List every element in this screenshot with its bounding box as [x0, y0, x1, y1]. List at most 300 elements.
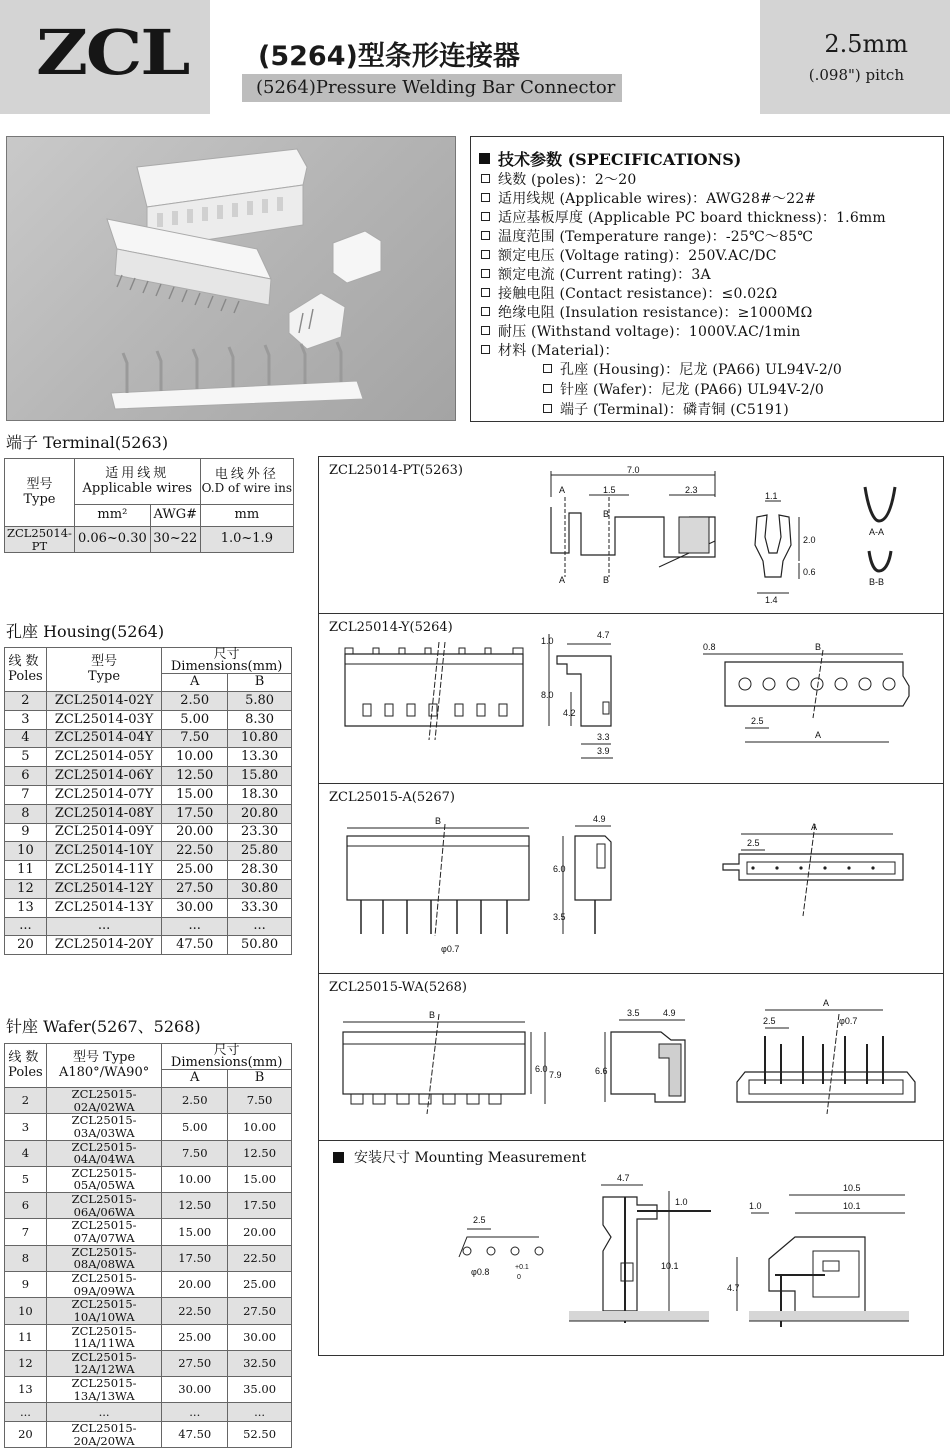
terminal-section-title: 端子 Terminal(5263) [6, 433, 169, 452]
table-row [5, 917, 292, 936]
header-cell: A [162, 674, 228, 692]
table-cell: 25.80 [228, 842, 292, 861]
table-cell: 52.50 [228, 1422, 292, 1448]
table-cell: 10 [5, 842, 47, 861]
brand-logo: ZCL [36, 16, 189, 89]
table-cell: 12.50 [162, 767, 228, 786]
table-cell: ZCL25014-06Y [46, 767, 161, 786]
table-cell: 4 [5, 729, 47, 748]
checkbox-icon [543, 384, 552, 393]
table-cell: 10.00 [228, 1114, 292, 1140]
checkbox-icon [481, 193, 490, 202]
table-cell: ZCL25014-08Y [46, 804, 161, 823]
section-marker: B [603, 509, 610, 519]
page-title: (5264)型条形连接器 [258, 41, 520, 72]
header-cell [162, 1044, 292, 1070]
checkbox-icon [481, 307, 490, 316]
specifications-title [479, 147, 741, 170]
table-cell: 47.50 [162, 1422, 228, 1448]
table-cell: ... [5, 917, 47, 936]
table-cell: 20 [5, 1422, 47, 1448]
material-item [543, 359, 842, 379]
table-row [5, 1245, 292, 1271]
table-cell: 4 [5, 1140, 47, 1166]
spec-item [481, 169, 636, 189]
checkbox-icon [481, 288, 490, 297]
table-cell: 5 [5, 1166, 47, 1192]
table-cell: 18.30 [228, 785, 292, 804]
mounting-title-text: 安装尺寸 Mounting Measurement [354, 1150, 587, 1166]
section-label: A-A [869, 527, 885, 537]
table-cell: 8 [5, 804, 47, 823]
material-item [543, 399, 789, 419]
header-text: Poles [8, 668, 43, 684]
checkbox-icon [543, 364, 552, 373]
table-cell: ZCL25014-12Y [46, 879, 161, 898]
table-cell: 10.80 [228, 729, 292, 748]
header-text: 尺寸 [213, 646, 240, 662]
table-cell: 12.50 [228, 1140, 292, 1166]
spec-item [481, 207, 886, 227]
table-cell: ZCL25014-13Y [46, 898, 161, 917]
spec-text: 针座 (Wafer)：尼龙 (PA66) UL94V-2/0 [560, 382, 824, 398]
spec-text: 端子 (Terminal)：磷青铜 (C5191) [560, 402, 789, 418]
table-row [5, 1350, 292, 1376]
table-cell: 30.00 [228, 1324, 292, 1350]
table-cell: 5 [5, 748, 47, 767]
dim-label: 4.9 [663, 1008, 676, 1018]
header-text: O.D of wire ins [201, 481, 293, 496]
dim-label: 2.5 [763, 1016, 776, 1026]
mounting-drawing [319, 1141, 943, 1355]
table-cell: 25.00 [162, 861, 228, 880]
table-row [5, 692, 292, 711]
table-cell: ... [46, 1403, 161, 1422]
square-bullet-icon [479, 153, 490, 164]
table-cell: 22.50 [162, 842, 228, 861]
dim-label: 10.1 [843, 1201, 861, 1211]
header-cell: AWG# [150, 505, 200, 527]
table-cell: 8.30 [228, 710, 292, 729]
table-cell: 28.30 [228, 861, 292, 880]
table-cell: 25.00 [228, 1271, 292, 1297]
table-row [5, 936, 292, 955]
housing-table [4, 647, 292, 955]
table-cell: 7 [5, 785, 47, 804]
table-cell: ZCL25015-08A/08WA [46, 1245, 161, 1271]
product-photo [6, 136, 456, 421]
dim-label: 6.0 [553, 864, 566, 874]
spec-item [481, 226, 813, 246]
table-row [5, 1298, 292, 1324]
table-cell: ZCL25015-09A/09WA [46, 1271, 161, 1297]
table-cell: 10 [5, 1298, 47, 1324]
dim-label: 7.9 [549, 1070, 562, 1080]
dim-label: 2.3 [685, 485, 698, 495]
dim-label: φ0.7 [441, 944, 460, 954]
table-row [5, 823, 292, 842]
table-row [5, 785, 292, 804]
checkbox-icon [481, 212, 490, 221]
header-text: 型号 [91, 654, 118, 670]
wafer-wa-drawing [319, 974, 943, 1141]
table-row [5, 1271, 292, 1297]
table-cell: ... [162, 1403, 228, 1422]
table-cell: ZCL25015-13A/13WA [46, 1377, 161, 1403]
dim-marker: A [815, 730, 822, 740]
table-cell: 7.50 [228, 1088, 292, 1114]
table-cell: 32.50 [228, 1350, 292, 1376]
housing-table-body [5, 692, 292, 955]
header-text: 型号 [26, 477, 53, 493]
table-cell: 5.00 [162, 710, 228, 729]
table-cell: 10.00 [162, 1166, 228, 1192]
dim-marker: A [811, 822, 818, 832]
table-cell: 15.00 [162, 785, 228, 804]
dim-label: 0.6 [803, 567, 816, 577]
dim-label: 4.7 [597, 630, 610, 640]
table-cell: 27.50 [228, 1298, 292, 1324]
header-cell: A [162, 1070, 228, 1088]
dim-label: 8.0 [541, 690, 554, 700]
table-cell: 30.00 [162, 898, 228, 917]
table-row [5, 898, 292, 917]
table-cell: 9 [5, 823, 47, 842]
table-cell: 2.50 [162, 1088, 228, 1114]
dim-label: 3.3 [597, 732, 610, 742]
section-marker: A [559, 575, 566, 585]
table-cell: 13 [5, 1377, 47, 1403]
table-cell: ZCL25014-07Y [46, 785, 161, 804]
table-cell: 50.80 [228, 936, 292, 955]
spec-text: 孔座 (Housing)：尼龙 (PA66) UL94V-2/0 [560, 362, 842, 378]
dim-label: 0.8 [703, 642, 716, 652]
table-cell: 12 [5, 1350, 47, 1376]
header-text: 电线外径 [214, 466, 279, 482]
table-row [5, 804, 292, 823]
table-cell: ZCL25014-11Y [46, 861, 161, 880]
header-text: 型号 Type [73, 1050, 136, 1066]
table-cell: ZCL25014-10Y [46, 842, 161, 861]
dim-label: 7.0 [627, 465, 640, 475]
table-row [5, 1193, 292, 1219]
table-cell: 27.50 [162, 879, 228, 898]
header-text: 适用线规 [105, 466, 170, 482]
dim-label: 10.5 [843, 1183, 861, 1193]
specifications-title-text: 技术参数 (SPECIFICATIONS) [498, 150, 742, 169]
table-cell: ... [228, 917, 292, 936]
dim-label: 1.0 [675, 1197, 688, 1207]
spec-text: 接触电阻 (Contact resistance)：≤0.02Ω [498, 286, 778, 302]
dim-label: +0.1 [515, 1264, 529, 1271]
table-cell: 22.50 [162, 1298, 228, 1324]
table-cell: 47.50 [162, 936, 228, 955]
table-cell: ... [46, 917, 161, 936]
dim-label: 6.6 [595, 1066, 608, 1076]
dim-marker: B [429, 1010, 436, 1020]
specifications-box [470, 136, 944, 422]
product-photo-illustration [7, 137, 457, 422]
wafer-section-title: 针座 Wafer(5267、5268) [6, 1017, 201, 1036]
dim-label: 3.9 [597, 746, 610, 756]
page-subtitle: (5264)Pressure Welding Bar Connector [256, 77, 616, 98]
table-cell: ZCL25015-20A/20WA [46, 1422, 161, 1448]
header-cell [5, 648, 47, 692]
header-cell [74, 459, 200, 505]
header-cell: B [228, 1070, 292, 1088]
spec-item [481, 340, 619, 360]
terminal-drawing [319, 457, 943, 614]
table-cell: 23.30 [228, 823, 292, 842]
spec-text: 线数 (poles)：2～20 [498, 172, 637, 188]
table-row [5, 1140, 292, 1166]
header-cell: B [228, 674, 292, 692]
drawing-mount [319, 1141, 943, 1355]
dim-label: φ0.8 [471, 1267, 490, 1277]
table-cell: 17.50 [162, 1245, 228, 1271]
table-cell: 12.50 [162, 1193, 228, 1219]
table-cell: 1.0~1.9 [200, 527, 293, 553]
table-row [5, 1166, 292, 1192]
table-cell: 5.00 [162, 1114, 228, 1140]
drawing-pt [319, 457, 943, 614]
dim-label: 1.0 [541, 636, 554, 646]
checkbox-icon [481, 250, 490, 259]
table-cell: ZCL25014-20Y [46, 936, 161, 955]
dim-marker: B [815, 642, 822, 652]
header-cell: mm [200, 505, 293, 527]
table-row [5, 1219, 292, 1245]
table-row [5, 879, 292, 898]
drawing-a [319, 784, 943, 974]
table-cell: ZCL25014-PT [5, 527, 75, 553]
checkbox-icon [481, 269, 490, 278]
table-row [5, 1403, 292, 1422]
table-row [5, 1114, 292, 1140]
header-text: Applicable wires [82, 480, 193, 496]
spec-text: 额定电压 (Voltage rating)：250V.AC/DC [498, 248, 777, 264]
housing-drawing [319, 614, 943, 784]
dim-label: 4.2 [563, 708, 576, 718]
spec-text: 适应基板厚度 (Applicable PC board thickness)：1.6mm [498, 210, 886, 226]
spec-item [481, 321, 800, 341]
header-cell [200, 459, 293, 505]
table-cell: 0.06~0.30 [74, 527, 150, 553]
terminal-table [4, 458, 294, 553]
spec-text: 适用线规 (Applicable wires)：AWG28#～22# [498, 191, 817, 207]
table-cell: 25.00 [162, 1324, 228, 1350]
checkbox-icon [481, 345, 490, 354]
table-cell: 2.50 [162, 692, 228, 711]
spec-item [481, 283, 777, 303]
checkbox-icon [543, 404, 552, 413]
table-cell: 11 [5, 861, 47, 880]
header-text: Type [23, 491, 56, 507]
spec-item [481, 245, 777, 265]
table-row [5, 748, 292, 767]
spec-text: 耐压 (Withstand voltage)：1000V.AC/1min [498, 324, 801, 340]
table-cell: 35.00 [228, 1377, 292, 1403]
pitch-inch-value: (.098") pitch [808, 66, 904, 84]
drawing-label: ZCL25014-Y(5264) [329, 620, 453, 635]
header-cell [46, 648, 161, 692]
spec-text: 绝缘电阻 (Insulation resistance)：≥1000MΩ [498, 305, 813, 321]
table-row [5, 710, 292, 729]
dim-label: 2.5 [747, 838, 760, 848]
dim-label: 3.5 [627, 1008, 640, 1018]
table-cell: ZCL25015-07A/07WA [46, 1219, 161, 1245]
table-cell: 9 [5, 1271, 47, 1297]
table-cell: 6 [5, 767, 47, 786]
table-cell: 2 [5, 1088, 47, 1114]
drawing-label: ZCL25015-A(5267) [329, 790, 455, 805]
header-text: A180°/WA90° [58, 1064, 150, 1080]
table-cell: 10.00 [162, 748, 228, 767]
dim-marker: A [823, 998, 830, 1008]
dim-label: 4.7 [617, 1173, 630, 1183]
table-cell: ZCL25015-05A/05WA [46, 1166, 161, 1192]
table-cell: ZCL25014-03Y [46, 710, 161, 729]
table-row [5, 1324, 292, 1350]
pitch-value: 2.5mm [824, 30, 908, 58]
table-cell: 20.00 [228, 1219, 292, 1245]
logo-panel [0, 0, 210, 114]
title-panel [210, 0, 760, 114]
dim-label: φ0.7 [839, 1016, 858, 1026]
dim-label: 0 [517, 1274, 521, 1281]
header-text: Dimensions(mm) [170, 658, 283, 674]
table-cell: 3 [5, 1114, 47, 1140]
checkbox-icon [481, 174, 490, 183]
checkbox-icon [481, 326, 490, 335]
table-cell: ZCL25015-12A/12WA [46, 1350, 161, 1376]
dim-label: 1.4 [765, 595, 778, 605]
spec-text: 温度范围 (Temperature range)：-25℃～85℃ [498, 229, 814, 245]
dim-label: 4.7 [727, 1283, 740, 1293]
table-row [5, 1088, 292, 1114]
table-row [5, 1422, 292, 1448]
table-cell: ZCL25015-11A/11WA [46, 1324, 161, 1350]
table-cell: 15.00 [228, 1166, 292, 1192]
header-cell [162, 648, 292, 674]
wafer-table-body [5, 1088, 292, 1448]
table-cell: ZCL25015-06A/06WA [46, 1193, 161, 1219]
drawings-panel [318, 456, 944, 1356]
wafer-table [4, 1043, 292, 1448]
wafer-a-drawing [319, 784, 943, 974]
table-cell: ... [162, 917, 228, 936]
material-item [543, 379, 824, 399]
section-label: B-B [869, 577, 885, 587]
table-row [5, 729, 292, 748]
dim-label: 3.5 [553, 912, 566, 922]
dim-label: 2.0 [803, 535, 816, 545]
table-cell: 6 [5, 1193, 47, 1219]
header-cell [46, 1044, 161, 1088]
table-cell: 11 [5, 1324, 47, 1350]
table-cell: ... [228, 1403, 292, 1422]
drawing-y [319, 614, 943, 784]
table-cell: ... [5, 1403, 47, 1422]
table-cell: 13.30 [228, 748, 292, 767]
table-cell: 7 [5, 1219, 47, 1245]
table-cell: 30.00 [162, 1377, 228, 1403]
table-cell: 20 [5, 936, 47, 955]
table-cell: ZCL25014-09Y [46, 823, 161, 842]
table-cell: ZCL25015-10A/10WA [46, 1298, 161, 1324]
spec-text: 材料 (Material)： [498, 343, 619, 359]
header-text: Poles [8, 1064, 43, 1080]
spec-item [481, 264, 711, 284]
table-cell: 27.50 [162, 1350, 228, 1376]
table-cell: ZCL25014-04Y [46, 729, 161, 748]
table-cell: 15.80 [228, 767, 292, 786]
section-marker: A [559, 485, 566, 495]
header-text: Type [88, 668, 121, 684]
table-cell: ZCL25015-03A/03WA [46, 1114, 161, 1140]
table-cell: 17.50 [228, 1193, 292, 1219]
dim-label: 2.5 [751, 716, 764, 726]
header-text: 线数 [8, 1050, 43, 1066]
table-cell: 5.80 [228, 692, 292, 711]
dim-label: 4.9 [593, 814, 606, 824]
header-text: Dimensions(mm) [170, 1054, 283, 1070]
table-cell: 13 [5, 898, 47, 917]
table-cell: 30.80 [228, 879, 292, 898]
dim-label: 1.5 [603, 485, 616, 495]
table-cell: ZCL25015-02A/02WA [46, 1088, 161, 1114]
table-cell: 33.30 [228, 898, 292, 917]
dim-label: 1.0 [749, 1201, 762, 1211]
drawing-wa [319, 974, 943, 1141]
spec-item [481, 188, 816, 208]
table-cell: 20.00 [162, 1271, 228, 1297]
table-row [5, 1377, 292, 1403]
table-cell: 12 [5, 879, 47, 898]
table-row [5, 767, 292, 786]
table-cell: ZCL25014-05Y [46, 748, 161, 767]
table-cell: 17.50 [162, 804, 228, 823]
table-cell: 8 [5, 1245, 47, 1271]
housing-section-title: 孔座 Housing(5264) [6, 622, 165, 641]
spec-item [481, 302, 812, 322]
dim-marker: B [435, 816, 442, 826]
header-text: 尺寸 [213, 1042, 240, 1058]
dim-label: 1.1 [765, 491, 778, 501]
checkbox-icon [481, 231, 490, 240]
header-cell: mm² [74, 505, 150, 527]
drawing-label: ZCL25014-PT(5263) [329, 463, 464, 478]
table-cell: 7.50 [162, 1140, 228, 1166]
table-cell: 3 [5, 710, 47, 729]
table-cell: 15.00 [162, 1219, 228, 1245]
table-cell: 30~22 [150, 527, 200, 553]
drawing-label: ZCL25015-WA(5268) [329, 980, 467, 995]
table-row [5, 527, 294, 553]
table-cell: 2 [5, 692, 47, 711]
table-cell: 20.00 [162, 823, 228, 842]
header-cell [5, 459, 75, 527]
section-marker: B [603, 575, 610, 585]
dim-label: 6.0 [535, 1064, 548, 1074]
dim-label: 2.5 [473, 1215, 486, 1225]
spec-text: 额定电流 (Current rating)：3A [498, 267, 711, 283]
table-cell: 22.50 [228, 1245, 292, 1271]
dim-label: 10.1 [661, 1261, 679, 1271]
table-cell: 20.80 [228, 804, 292, 823]
table-cell: ZCL25014-02Y [46, 692, 161, 711]
table-cell: 7.50 [162, 729, 228, 748]
